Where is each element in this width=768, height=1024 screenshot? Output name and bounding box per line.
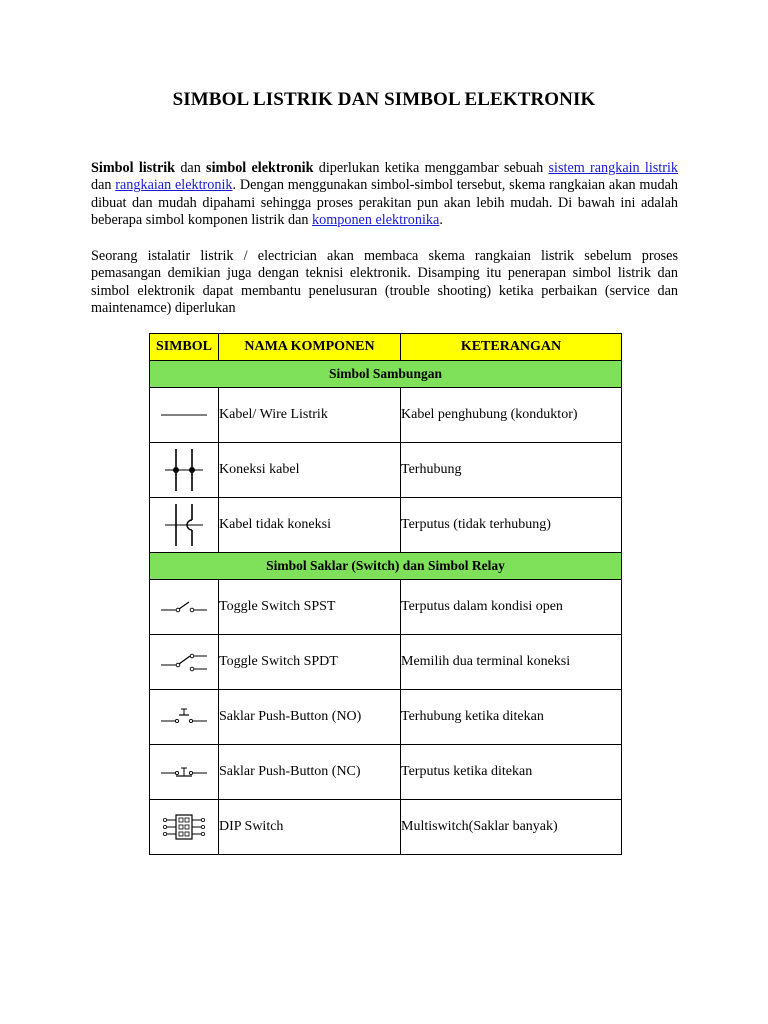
connected-wire-symbol-icon bbox=[159, 447, 209, 493]
component-name: Saklar Push-Button (NO) bbox=[219, 690, 401, 745]
table-row bbox=[150, 388, 622, 443]
table-row bbox=[150, 498, 622, 553]
dip-switch-symbol-icon bbox=[159, 812, 209, 842]
intro-paragraph bbox=[91, 160, 678, 230]
component-description: Terhubung ketika ditekan bbox=[401, 690, 622, 745]
symbol-cell bbox=[150, 388, 219, 443]
spdt-switch-symbol-icon bbox=[159, 647, 209, 677]
symbol-cell bbox=[150, 745, 219, 800]
group-row-sambungan bbox=[150, 361, 622, 388]
table-row bbox=[150, 690, 622, 745]
header-simbol: SIMBOL bbox=[150, 334, 219, 361]
component-name: Kabel tidak koneksi bbox=[219, 498, 401, 553]
intro-text-2: diperlukan ketika menggambar sebuah bbox=[313, 160, 549, 176]
symbol-cell bbox=[150, 690, 219, 745]
push-button-nc-symbol-icon bbox=[159, 757, 209, 787]
intro-text-5: . bbox=[439, 212, 443, 229]
table-header-row bbox=[150, 334, 622, 361]
component-description: Multiswitch(Saklar banyak) bbox=[401, 800, 622, 855]
spst-switch-symbol-icon bbox=[159, 592, 209, 622]
component-name: Toggle Switch SPST bbox=[219, 580, 401, 635]
component-name: Toggle Switch SPDT bbox=[219, 635, 401, 690]
push-button-no-symbol-icon bbox=[159, 702, 209, 732]
table-row bbox=[150, 580, 622, 635]
bold-term-listrik: Simbol listrik bbox=[91, 160, 176, 176]
symbol-cell bbox=[150, 800, 219, 855]
component-name: Koneksi kabel bbox=[219, 443, 401, 498]
link-rangkaian-elektronik[interactable]: rangkaian elektronik bbox=[115, 177, 233, 194]
wire-symbol-icon bbox=[159, 395, 209, 435]
symbol-cell bbox=[150, 443, 219, 498]
link-komponen-elektronika[interactable]: komponen elektronika bbox=[312, 212, 440, 229]
page-title: SIMBOL LISTRIK DAN SIMBOL ELEKTRONIK bbox=[172, 89, 596, 110]
component-description: Terhubung bbox=[401, 443, 622, 498]
group-row-switch-relay bbox=[150, 553, 622, 580]
component-name: Saklar Push-Button (NC) bbox=[219, 745, 401, 800]
symbol-cell bbox=[150, 498, 219, 553]
table-row bbox=[150, 745, 622, 800]
table-row bbox=[150, 800, 622, 855]
unconnected-wire-symbol-icon bbox=[159, 502, 209, 548]
component-description: Memilih dua terminal koneksi bbox=[401, 635, 622, 690]
component-name: DIP Switch bbox=[219, 800, 401, 855]
symbol-cell bbox=[150, 635, 219, 690]
intro-text-4: . Dengan menggunakan simbol-simbol tersebut, skema rangkaian akan mudah dibuat dan mudah dipahami sehingga proses perakitan pun akan lebih mudah. Di bawah ini adalah beberapa simbol komponen listrik dan bbox=[91, 177, 678, 229]
component-name: Kabel/ Wire Listrik bbox=[219, 388, 401, 443]
group-title-switch-relay: Simbol Saklar (Switch) dan Simbol Relay bbox=[150, 553, 622, 580]
table-row bbox=[150, 443, 622, 498]
component-description: Kabel penghubung (konduktor) bbox=[401, 388, 622, 443]
symbol-cell bbox=[150, 580, 219, 635]
group-title-sambungan: Simbol Sambungan bbox=[150, 361, 622, 388]
table-row bbox=[150, 635, 622, 690]
header-keterangan: KETERANGAN bbox=[401, 334, 622, 361]
bold-term-elektronik: simbol elektronik bbox=[206, 160, 314, 176]
intro-text-3: dan bbox=[91, 177, 116, 194]
second-paragraph: Seorang istalatir listrik / electrician akan membaca skema rangkaian listrik sebelum proses pemasangan demikian juga dengan teknisi elektronik. Disamping itu penerapan simbol listrik dan simbol elektronik dapat membantu penelusuran (trouble shooting) ketika perbaikan (service dan maintenamce) diperlukan bbox=[91, 248, 678, 317]
header-nama-komponen: NAMA KOMPONEN bbox=[219, 334, 401, 361]
component-table bbox=[149, 333, 622, 855]
component-description: Terputus dalam kondisi open bbox=[401, 580, 622, 635]
component-description: Terputus ketika ditekan bbox=[401, 745, 622, 800]
link-sistem-rangkain-listrik[interactable]: sistem rangkain listrik bbox=[548, 160, 678, 176]
component-description: Terputus (tidak terhubung) bbox=[401, 498, 622, 553]
intro-text-1: dan bbox=[175, 160, 207, 176]
